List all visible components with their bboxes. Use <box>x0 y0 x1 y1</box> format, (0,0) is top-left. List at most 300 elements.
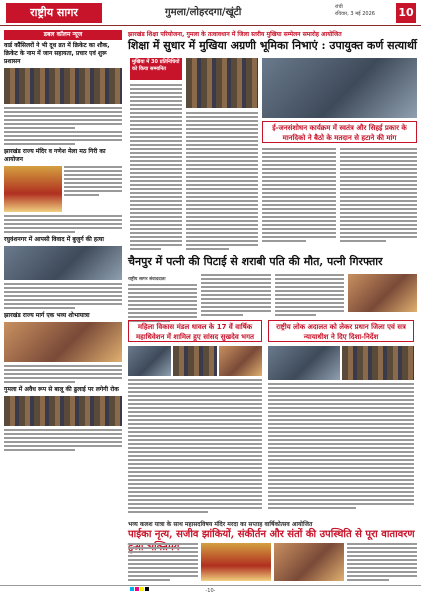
body-text <box>186 168 258 170</box>
body-text <box>275 290 344 292</box>
body-text <box>130 212 182 214</box>
body-text <box>128 284 197 286</box>
kalash-kicker: भव्य कलश यात्रा के साथ महासदविषय मंदिर मरदा का सप्ताह वार्षिकोत्सव आयोजित <box>128 521 313 528</box>
body-text <box>128 308 197 310</box>
body-text <box>262 180 336 182</box>
body-text <box>262 236 336 238</box>
body-text <box>130 236 182 238</box>
body-text <box>128 395 262 397</box>
body-text <box>186 116 258 118</box>
body-column <box>130 84 182 252</box>
body-text <box>128 312 197 314</box>
body-text <box>340 160 417 162</box>
body-text <box>340 200 417 202</box>
body-text <box>128 495 262 497</box>
body-text <box>201 290 270 292</box>
body-text <box>128 407 262 409</box>
body-text <box>262 156 336 158</box>
body-text <box>262 208 336 210</box>
story-photo <box>262 58 417 118</box>
body-text <box>128 387 262 389</box>
body-text <box>186 140 258 142</box>
body-text <box>130 160 182 162</box>
body-text <box>130 184 182 186</box>
story-photo <box>268 346 340 380</box>
body-text <box>4 369 122 371</box>
mahila-vikas-body <box>128 346 262 515</box>
body-text <box>128 467 262 469</box>
body-text <box>340 220 417 222</box>
body-text <box>262 148 336 150</box>
body-text <box>130 120 182 122</box>
body-text <box>268 475 414 477</box>
story-photo <box>128 346 171 376</box>
body-text <box>186 172 258 174</box>
body-text <box>268 439 414 441</box>
body-text <box>340 232 417 234</box>
body-text <box>128 475 262 477</box>
body-text <box>340 228 417 230</box>
body-text <box>347 579 389 581</box>
body-text <box>4 299 122 301</box>
body-text <box>262 188 336 190</box>
body-text <box>186 136 258 138</box>
body-text <box>4 381 75 383</box>
body-text <box>130 104 182 106</box>
body-text <box>201 294 270 296</box>
body-text <box>130 88 182 90</box>
body-text <box>130 168 182 170</box>
body-text <box>128 383 262 385</box>
body-text <box>340 176 417 178</box>
body-text <box>128 479 262 481</box>
body-text <box>4 441 122 443</box>
body-text <box>130 200 182 202</box>
body-text <box>128 415 262 417</box>
body-text <box>130 128 182 130</box>
body-text <box>128 487 262 489</box>
body-text <box>186 232 258 234</box>
body-text <box>130 240 182 242</box>
body-text <box>268 419 414 421</box>
body-text <box>268 383 414 385</box>
body-text <box>201 282 270 284</box>
body-text <box>201 274 270 276</box>
body-text <box>4 445 122 447</box>
black-mark <box>145 587 149 591</box>
body-text <box>347 559 417 561</box>
body-text <box>268 403 414 405</box>
masthead <box>0 0 421 26</box>
body-text <box>186 148 258 150</box>
body-text <box>340 196 417 198</box>
print-registration-marks <box>130 587 149 591</box>
body-text <box>128 439 262 441</box>
body-text <box>130 176 182 178</box>
body-text <box>268 503 414 505</box>
body-text <box>128 459 262 461</box>
body-text <box>128 304 197 306</box>
story-headline: झारखंड राज्य मार्ग एक भव्य शोभायात्रा <box>4 312 90 319</box>
body-text <box>130 84 182 86</box>
body-text <box>186 228 258 230</box>
body-text <box>347 563 417 565</box>
body-text <box>128 443 262 445</box>
page-number: 10 <box>396 3 416 23</box>
body-text <box>128 292 197 294</box>
body-text <box>268 471 414 473</box>
body-text <box>64 178 122 180</box>
body-text <box>4 283 122 285</box>
body-text <box>201 314 243 316</box>
body-text <box>130 196 182 198</box>
body-text <box>268 415 414 417</box>
body-text <box>186 156 258 158</box>
body-text <box>4 107 122 109</box>
body-text <box>275 298 344 300</box>
chainpur-headline: चैनपुर में पत्नी की पिटाई से शराबी पति की मौत, पत्नी गिरफ्तार <box>128 255 383 268</box>
body-text <box>268 491 414 493</box>
story-photo <box>4 68 122 104</box>
body-text <box>64 182 122 184</box>
story-photo <box>4 322 122 362</box>
body-text <box>186 208 258 210</box>
body-text <box>4 123 122 125</box>
body-text <box>128 447 262 449</box>
body-text <box>128 571 198 573</box>
body-text <box>186 220 258 222</box>
body-text <box>130 204 182 206</box>
body-text <box>262 160 336 162</box>
body-text <box>186 236 258 238</box>
body-text <box>186 212 258 214</box>
body-text <box>64 190 122 192</box>
body-text <box>128 399 262 401</box>
body-text <box>130 136 182 138</box>
date: रविवार, 3 मई 2026 <box>335 11 375 17</box>
body-text <box>128 511 208 513</box>
body-text <box>268 455 414 457</box>
body-text <box>130 192 182 194</box>
body-text <box>340 152 417 154</box>
body-text <box>128 563 198 565</box>
body-text <box>128 575 198 577</box>
body-text <box>128 579 170 581</box>
body-text <box>186 164 258 166</box>
body-text <box>201 306 270 308</box>
body-text <box>186 224 258 226</box>
body-text <box>128 499 262 501</box>
body-text <box>130 208 182 210</box>
body-text <box>64 166 122 168</box>
body-text <box>128 567 198 569</box>
body-text <box>186 244 258 246</box>
body-text <box>130 100 182 102</box>
body-text <box>268 411 414 413</box>
body-text <box>268 495 414 497</box>
body-text <box>4 139 122 141</box>
top-story-kicker: झारखंड शिक्षा परियोजना, गुमला के तत्वावधान में जिला स्तरीय मुखिया सम्मेलन समारोह आयोजित <box>128 31 342 38</box>
body-text <box>262 184 336 186</box>
body-text <box>262 168 336 170</box>
body-text <box>128 296 197 298</box>
body-text <box>268 443 414 445</box>
body-text <box>201 302 270 304</box>
body-text <box>4 377 122 379</box>
body-text <box>130 124 182 126</box>
body-text <box>130 220 182 222</box>
body-text <box>340 148 417 150</box>
body-text <box>186 204 258 206</box>
body-text <box>275 314 317 316</box>
body-text <box>186 160 258 162</box>
body-text <box>4 373 122 375</box>
body-text <box>128 547 198 549</box>
body-text <box>262 176 336 178</box>
body-text <box>128 427 262 429</box>
body-text <box>268 431 414 433</box>
story-photo <box>4 246 122 280</box>
footer-page-label: -10- <box>205 588 216 594</box>
body-text <box>186 216 258 218</box>
body-text <box>128 463 262 465</box>
story-photo <box>348 274 417 312</box>
top-story-headline: शिक्षा में सुधार में मुखिया अग्रणी भूमिका निभाएं : उपायुक्त कर्ण सत्यार्थी <box>128 39 417 52</box>
body-text <box>340 192 417 194</box>
body-text <box>4 365 122 367</box>
body-text <box>347 543 417 545</box>
body-text <box>4 223 122 225</box>
story-headline: झारखंड राज्य मंदिर व गणेश मेला मठ गिरी का आयोजन <box>4 148 106 163</box>
body-text <box>128 403 262 405</box>
body-text <box>340 208 417 210</box>
body-text <box>4 227 122 229</box>
body-text <box>128 551 198 553</box>
body-text <box>128 559 198 561</box>
body-text <box>340 168 417 170</box>
body-text <box>64 186 122 188</box>
body-text <box>262 240 306 242</box>
body-text <box>340 172 417 174</box>
magenta-mark <box>135 587 139 591</box>
body-text <box>262 164 336 166</box>
mahila-vikas-headline: महिला विकास मंडल धावल के 17 वें वार्षिक महाधिवेशन में शामिल हुए सांसद सुखदेव भगत <box>128 320 262 342</box>
body-text <box>347 551 417 553</box>
body-text <box>128 423 262 425</box>
body-text <box>201 278 270 280</box>
body-text <box>130 144 182 146</box>
body-text <box>268 467 414 469</box>
left-column <box>4 42 122 453</box>
body-text <box>130 112 182 114</box>
body-text <box>128 555 198 557</box>
body-text <box>4 215 122 217</box>
body-text <box>128 507 262 509</box>
body-text <box>268 435 414 437</box>
page-footer <box>0 585 421 595</box>
story-photo <box>219 346 262 376</box>
body-text <box>130 248 161 250</box>
body-text <box>262 196 336 198</box>
highlight-box: मुखिया में 30 प्रतिनिधियों को किया सम्मानित <box>130 58 182 80</box>
body-text <box>347 555 417 557</box>
paper-logo: राष्ट्रीय सागर <box>6 3 102 23</box>
body-text <box>268 483 414 485</box>
body-text <box>186 188 258 190</box>
body-text <box>64 194 99 196</box>
body-text <box>130 116 182 118</box>
body-text <box>128 491 262 493</box>
body-text <box>275 282 344 284</box>
body-text <box>128 503 262 505</box>
body-text <box>268 387 414 389</box>
body-text <box>128 455 262 457</box>
body-text <box>340 204 417 206</box>
body-text <box>4 303 122 305</box>
body-text <box>340 184 417 186</box>
bureau-tag: डबल कॉलम न्यूज <box>4 30 122 40</box>
body-text <box>186 200 258 202</box>
body-text <box>347 547 417 549</box>
kalash-body <box>128 543 417 583</box>
body-text <box>347 575 417 577</box>
dateline <box>335 4 375 18</box>
story-photo <box>4 166 62 212</box>
body-text <box>130 152 182 154</box>
body-text <box>186 184 258 186</box>
body-text <box>130 164 182 166</box>
body-text <box>128 435 262 437</box>
body-text <box>275 310 344 312</box>
body-text <box>128 288 197 290</box>
body-text <box>130 96 182 98</box>
body-text <box>268 399 414 401</box>
body-text <box>130 228 182 230</box>
body-text <box>4 433 122 435</box>
body-text <box>186 144 258 146</box>
body-text <box>4 287 122 289</box>
body-text <box>130 180 182 182</box>
body-text <box>340 216 417 218</box>
body-text <box>128 451 262 453</box>
body-text <box>128 316 197 318</box>
body-text <box>130 148 182 150</box>
body-text <box>340 180 417 182</box>
body-text <box>275 278 344 280</box>
story-photo <box>274 543 344 581</box>
body-text <box>340 224 417 226</box>
body-text <box>268 479 414 481</box>
body-text <box>262 216 336 218</box>
body-text <box>130 216 182 218</box>
body-text <box>128 411 262 413</box>
body-text <box>4 219 122 221</box>
body-text <box>347 567 417 569</box>
body-text <box>130 156 182 158</box>
body-text <box>186 180 258 182</box>
lok-adalat-headline: राष्ट्रीय लोक अदालत को लेकर प्रधान जिला एवं सत्र न्यायाधीश ने दिए दिशा-निर्देश <box>268 320 414 342</box>
city: रांची <box>335 4 343 10</box>
body-text <box>186 240 258 242</box>
body-column <box>262 148 336 244</box>
body-text <box>64 170 122 172</box>
body-text <box>275 286 344 288</box>
body-text <box>4 231 75 233</box>
body-text <box>130 188 182 190</box>
body-text <box>340 188 417 190</box>
body-text <box>4 127 75 129</box>
body-text <box>128 379 262 381</box>
body-text <box>128 300 197 302</box>
body-column <box>186 112 258 252</box>
story-headline: गुमला में अवैध रूप से बालू की ढुलाई पर लगेगी रोक <box>4 386 119 393</box>
body-text <box>268 451 414 453</box>
body-text <box>130 140 182 142</box>
story-photo <box>4 396 122 426</box>
body-text <box>262 232 336 234</box>
body-text <box>275 302 344 304</box>
chainpur-body <box>128 274 417 324</box>
yellow-mark <box>140 587 144 591</box>
body-text <box>186 152 258 154</box>
body-text <box>275 294 344 296</box>
body-text <box>130 232 182 234</box>
body-text <box>268 487 414 489</box>
body-text <box>4 115 122 117</box>
body-text <box>262 220 336 222</box>
cyan-mark <box>130 587 134 591</box>
body-text <box>130 92 182 94</box>
story-photo <box>173 346 216 376</box>
body-text <box>268 463 414 465</box>
body-text <box>186 112 258 114</box>
body-text <box>186 196 258 198</box>
body-text <box>130 132 182 134</box>
body-text <box>262 192 336 194</box>
body-text <box>128 391 262 393</box>
body-text <box>128 419 262 421</box>
body-text <box>268 427 414 429</box>
body-text <box>340 156 417 158</box>
body-text <box>128 471 262 473</box>
body-text <box>262 172 336 174</box>
story-photo <box>342 346 414 380</box>
body-text <box>4 429 122 431</box>
body-text <box>4 437 122 439</box>
body-text <box>128 543 198 545</box>
lok-adalat-body <box>268 346 414 511</box>
body-text <box>262 204 336 206</box>
body-text <box>347 571 417 573</box>
body-text <box>130 172 182 174</box>
body-text <box>4 291 122 293</box>
body-text <box>186 120 258 122</box>
body-text <box>4 135 122 137</box>
body-text <box>130 224 182 226</box>
body-text <box>4 119 122 121</box>
body-text <box>201 286 270 288</box>
body-text <box>262 224 336 226</box>
body-text <box>128 483 262 485</box>
body-text <box>340 212 417 214</box>
body-text <box>268 407 414 409</box>
body-text <box>268 459 414 461</box>
body-text <box>268 391 414 393</box>
body-text <box>130 244 182 246</box>
story-photo <box>186 58 258 108</box>
body-text <box>268 423 414 425</box>
body-text <box>262 200 336 202</box>
